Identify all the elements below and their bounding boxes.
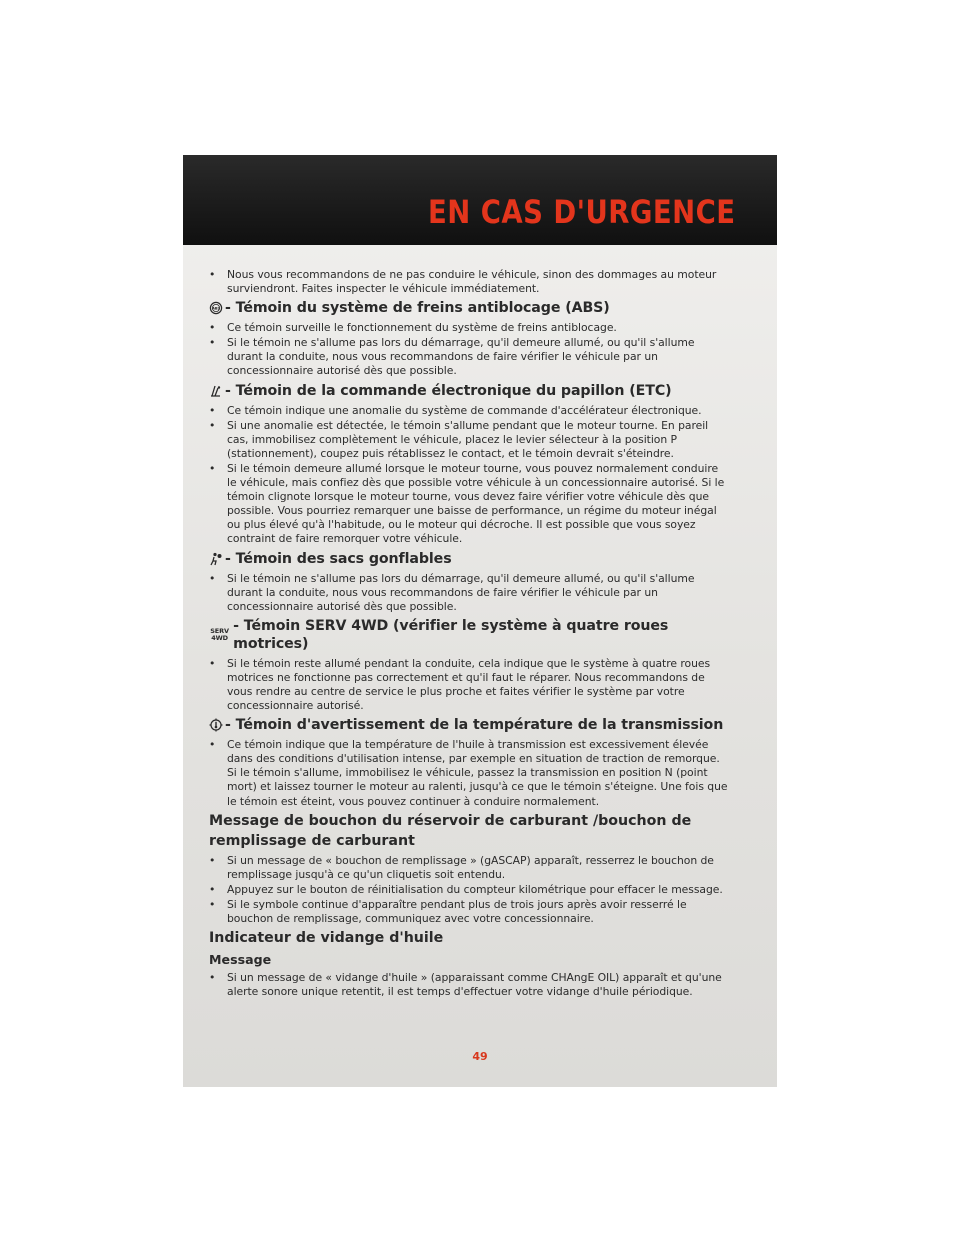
4wd-icon-line: 4WD [211, 633, 228, 642]
transmission-temperature-icon [209, 718, 223, 732]
airbag-bullet: • Si le témoin ne s'allume pas lors du démarrage, qu'il demeure allumé, ou qu'il s'allume durant la conduite, nous vous recommandons de faire vérifier le véhicule par un concessionnaire autorisé dès que possible. [209, 572, 729, 614]
etc-title: - Témoin de la commande électronique du papillon (ETC) [225, 382, 672, 399]
throttle-control-icon [209, 384, 223, 398]
page-number: 49 [472, 1050, 488, 1063]
trans-temp-heading [209, 716, 729, 734]
etc-bullet: • Si le témoin demeure allumé lorsque le moteur tourne, vous pouvez normalement conduire le véhicule, mais confiez dès que possible votre véhicule à un concessionnaire autorisé. Si le témoin clignote lorsque le moteur tourne, vous devez faire vérifier votre véhicule dès que possible. Vous pourriez remarquer une baisse de performance, un régime du moteur inégal ou plus élevé qu'à l'habitude, ou le moteur qui décroche. Il est possible que vous soyez contraint de faire remorquer votre véhicule. [209, 462, 729, 547]
airbag-title: - Témoin des sacs gonflables [225, 550, 452, 567]
etc-heading [209, 382, 729, 400]
serv-4wd-icon [209, 628, 230, 642]
section-title: EN CAS D'URGENCE [427, 193, 735, 231]
oil-subheading: Message [209, 952, 272, 968]
serv-icon-line: SERV [210, 626, 229, 635]
serv4wd-bullet: • Si le témoin reste allumé pendant la conduite, cela indique que le système à quatre roues motrices ne fonctionne pas correctement et qu'il faut le réparer. Nous recommandons de vous rendre au centre de service le plus proche et faites vérifier le système par votre concessionnaire autorisé. [209, 657, 729, 713]
fuel-cap-bullet: • Si un message de « bouchon de remplissage » (gASCAP) apparaît, resserrez le bouchon de remplissage jusqu'à ce qu'un cliquetis soit entendu. [209, 854, 729, 882]
svg-text:ABS: ABS [212, 306, 220, 311]
etc-bullet: • Ce témoin indique une anomalie du système de commande d'accélérateur électronique. [209, 404, 729, 418]
abs-title: - Témoin du système de freins antiblocage (ABS) [225, 300, 610, 317]
fuel-cap-bullet: • Appuyez sur le bouton de réinitialisation du compteur kilométrique pour effacer le message. [209, 883, 729, 897]
abs-bullet: • Ce témoin surveille le fonctionnement du système de freins antiblocage. [209, 321, 729, 335]
airbag-heading [209, 550, 729, 568]
fuel-cap-heading: Message de bouchon du réservoir de carburant /bouchon de remplissage de carburant [209, 812, 692, 849]
abs-warning-icon [209, 301, 223, 315]
manual-page [183, 155, 777, 1087]
oil-heading: Indicateur de vidange d'huile [209, 930, 444, 947]
trans-temp-bullet: • Ce témoin indique que la température de l'huile à transmission est excessivement élevée dans des conditions d'utilisation intense, par exemple en situation de traction de remorque. Si le témoin s'allume, immobilisez le véhicule, passez la transmission en position N (point mort) et laissez tourner le moteur au ralenti, jusqu'à ce que le témoin s'éteigne. Une fois que le témoin est éteint, vous pouvez continuer à conduire normalement. [209, 738, 729, 808]
oil-bullet: • Si un message de « vidange d'huile » (apparaissant comme CHAngE OIL) apparaît et qu'une alerte sonore unique retentit, il est temps d'effectuer votre vidange d'huile périodique. [209, 971, 729, 999]
serv4wd-heading [209, 617, 729, 653]
fuel-cap-bullet: • Si le symbole continue d'apparaître pendant plus de trois jours après avoir resserré le bouchon de remplissage, communiquez avec votre concessionnaire. [209, 898, 729, 926]
serv4wd-title: - Témoin SERV 4WD (vérifier le système à quatre roues motrices) [233, 617, 669, 652]
airbag-icon [209, 552, 223, 566]
intro-bullet: • Nous vous recommandons de ne pas conduire le véhicule, sinon des dommages au moteur surviendront. Faites inspecter le véhicule immédiatement. [209, 268, 729, 296]
trans-temp-title: - Témoin d'avertissement de la température de la transmission [225, 717, 724, 734]
etc-bullet: • Si une anomalie est détectée, le témoin s'allume pendant que le moteur tourne. En pareil cas, immobilisez complètement le véhicule, placez le levier sélecteur à la position P (stationnement), coupez puis rétablissez le contact, et le témoin devrait s'éteindre. [209, 419, 729, 461]
section-header-bar [183, 155, 777, 245]
page-content [209, 268, 729, 1000]
abs-heading [209, 299, 729, 317]
abs-bullet: • Si le témoin ne s'allume pas lors du démarrage, qu'il demeure allumé, ou qu'il s'allume durant la conduite, nous vous recommandons de faire vérifier le véhicule par un concessionnaire autorisé dès que possible. [209, 336, 729, 378]
